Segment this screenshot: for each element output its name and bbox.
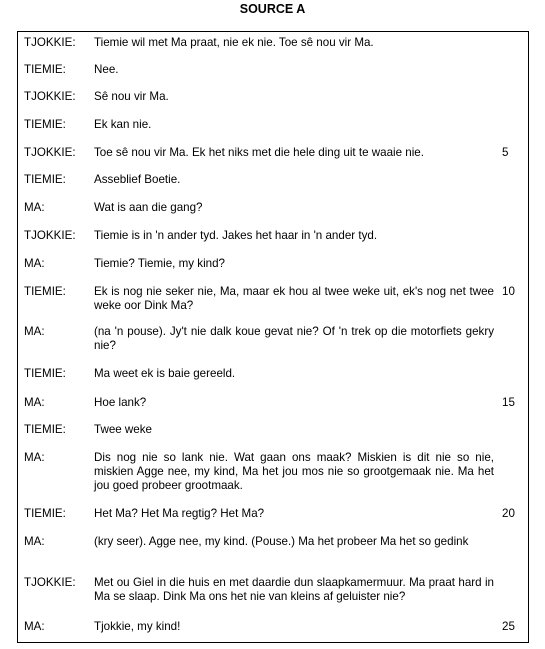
line-text: Tjokkie, my kind!	[94, 620, 181, 633]
speaker: TIEMIE:	[24, 173, 66, 186]
line-text: Met ou Giel in die huis en met daardie dun slaapkamermuur. Ma praat hard in Ma se slaap. Dink Ma ons het nie van kleins af geluister nie?	[94, 576, 494, 603]
line-text: Wat is aan die gang?	[94, 201, 203, 214]
speaker: MA:	[24, 257, 45, 270]
speaker: TIEMIE:	[24, 118, 66, 131]
line-text: Asseblief Boetie.	[94, 173, 181, 186]
line-number: 10	[502, 285, 515, 298]
line-text: Tiemie wil met Ma praat, nie ek nie. Toe sê nou vir Ma.	[94, 36, 374, 49]
speaker: TIEMIE:	[24, 285, 66, 298]
speaker: TJOKKIE:	[24, 576, 76, 589]
speaker: TIEMIE:	[24, 423, 66, 436]
speaker: MA:	[24, 535, 45, 548]
line-text: Ek kan nie.	[94, 118, 152, 131]
line-text: Het Ma? Het Ma regtig? Het Ma?	[94, 507, 265, 520]
line-text: Ma weet ek is baie gereeld.	[94, 367, 236, 380]
line-text: Ek is nog nie seker nie, Ma, maar ek hou al twee weke uit, ek's nog net twee weke oor Dink Ma?	[94, 285, 494, 312]
speaker: MA:	[24, 451, 45, 464]
speaker: MA:	[24, 325, 45, 338]
speaker: TIEMIE:	[24, 507, 66, 520]
line-text: (na 'n pouse). Jy't nie dalk koue gevat nie? Of 'n trek op die motorfiets gekry nie?	[94, 325, 494, 352]
speaker: TIEMIE:	[24, 367, 66, 380]
line-text: Tiemie? Tiemie, my kind?	[94, 257, 226, 270]
speaker: MA:	[24, 201, 45, 214]
line-text: Toe sê nou vir Ma. Ek het niks met die hele ding uit te waaie nie.	[94, 146, 424, 159]
speaker: TJOKKIE:	[24, 36, 76, 49]
line-number: 5	[502, 146, 509, 159]
speaker: MA:	[24, 620, 45, 633]
line-text: Twee weke	[94, 423, 152, 436]
speaker: TIEMIE:	[24, 63, 66, 76]
line-number: 15	[502, 396, 515, 409]
line-text: Tiemie is in 'n ander tyd. Jakes het haar in 'n ander tyd.	[94, 229, 378, 242]
line-number: 25	[502, 620, 515, 633]
line-text: (kry seer). Agge nee, my kind. (Pouse.) Ma het probeer Ma het so gedink	[94, 535, 469, 548]
line-text: Nee.	[94, 63, 119, 76]
line-number: 20	[502, 507, 515, 520]
speaker: TJOKKIE:	[24, 229, 76, 242]
line-text: Sê nou vir Ma.	[94, 90, 169, 103]
speaker: TJOKKIE:	[24, 146, 76, 159]
speaker: MA:	[24, 396, 45, 409]
dialogue-box	[17, 31, 529, 643]
page-title: SOURCE A	[239, 2, 306, 16]
speaker: TJOKKIE:	[24, 90, 76, 103]
line-text: Dis nog nie so lank nie. Wat gaan ons maak? Miskien is dit nie so nie, miskien Agge nee, my kind, Ma het jou mos nie so grootgemaak nie. Ma het jou goed probeer grootmaak.	[94, 451, 494, 492]
line-text: Hoe lank?	[94, 396, 147, 409]
